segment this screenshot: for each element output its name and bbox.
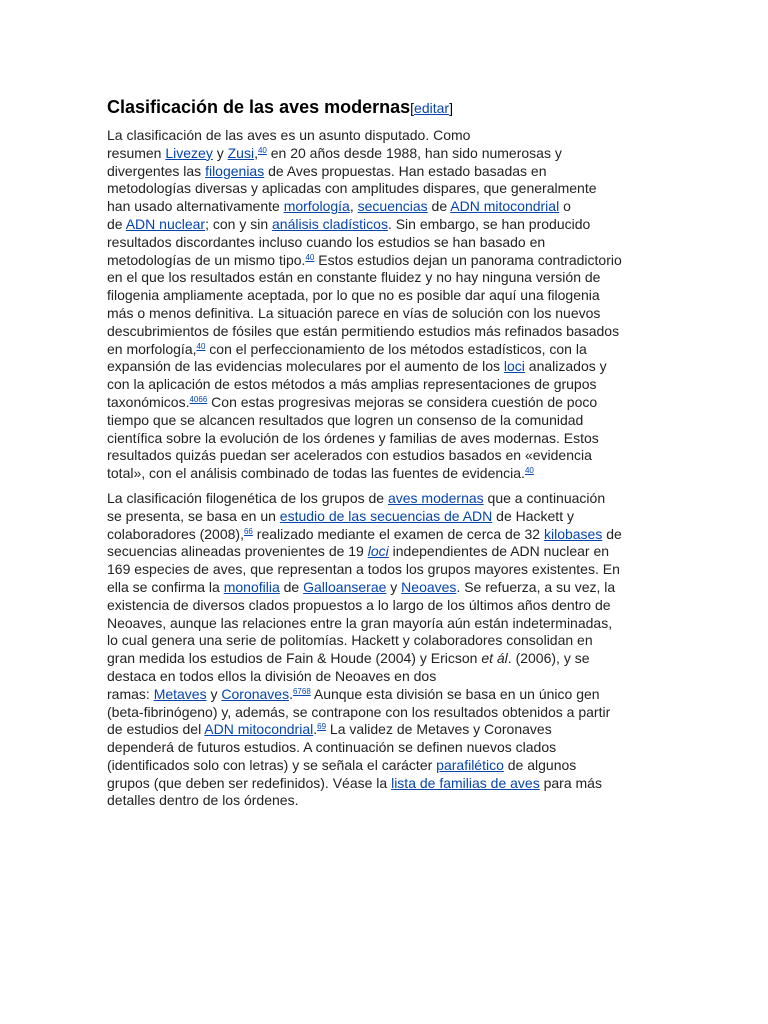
article-section [107, 95, 663, 817]
edit-bracket-open: [ [410, 100, 415, 116]
text-line: han usado alternativamente morfología, secuencias de ADN mitocondrial o [107, 198, 571, 215]
text-line: (beta-fibrinógeno) y, además, se contrapone con los resultados obtenidos a partir [107, 703, 611, 720]
text-line: gran medida los estudios de Fain & Houde (2004) y Ericson et ál. (2006), y se [107, 650, 590, 667]
citation-superscript [189, 395, 207, 404]
link-filogenias[interactable]: filogenias [205, 162, 265, 179]
text-line: científica sobre la evolución de los órdenes y familias de aves modernas. Estos [107, 429, 599, 446]
reference-link[interactable]: 40 [196, 341, 206, 351]
link-adn-nuclear[interactable]: ADN nuclear [125, 215, 206, 232]
text-line: expansión de las evidencias moleculares por el aumento de los loci analizados y [107, 358, 607, 375]
text-line: Neoaves, aunque las relaciones entre la gran mayoría aún están indeterminadas, [107, 614, 613, 631]
section-heading [107, 95, 663, 120]
text-line: 169 especies de aves, que representan a todos los grupos mayores existentes. En [107, 561, 620, 578]
text-line: secuencias alineadas provenientes de 19 loci independientes de ADN nuclear en [107, 543, 610, 560]
text-line: total», con el análisis combinado de todas las fuentes de evidencia.$^{40}$ [107, 465, 534, 482]
text-line: resultados discordantes incluso cuando los estudios se han basado en [107, 233, 546, 250]
citation-superscript [293, 687, 311, 696]
link-parafiletico[interactable]: parafilético [436, 756, 504, 773]
link-monofilia[interactable]: monofilia [223, 578, 280, 595]
link-lista-de-familias-de-aves[interactable]: lista de familias de aves [391, 774, 540, 791]
text-line: tiempo que se alcancen resultados que logren un consenso de la comunidad [107, 411, 584, 428]
text-line: en morfología,$^{40}$ con el perfeccionamiento de los métodos estadísticos, con la [107, 340, 587, 357]
paragraph-phylogenetic-classification [107, 490, 663, 810]
citation-superscript [525, 466, 534, 475]
citation-superscript [258, 146, 267, 155]
text-line: dependerá de futuros estudios. A continuación se definen nuevos clados [107, 739, 557, 756]
text-line: La clasificación filogenética de los grupos de aves modernas que a continuación [107, 489, 606, 506]
text-line: colaboradores (2008),$^{66}$ realizado mediante el examen de cerca de 32 kilobases de [107, 525, 622, 542]
link-adn-mitocondrial[interactable]: ADN mitocondrial [204, 721, 314, 738]
paragraph-classification-overview [107, 127, 663, 483]
link-loci[interactable]: loci [503, 358, 525, 375]
link-analisis-cladisticos[interactable]: análisis cladísticos [272, 215, 388, 232]
text-line: descubrimientos de fósiles que están permitiendo estudios más refinados basados [107, 322, 620, 339]
reference-link[interactable]: 40 [305, 252, 315, 262]
link-zusi[interactable]: Zusi [227, 144, 255, 161]
text-line: divergentes las filogenias de Aves propuestas. Han estado basadas en [107, 162, 547, 179]
link-neoaves[interactable]: Neoaves [401, 578, 457, 595]
text-line: metodologías diversas y aplicadas con amplitudes dispares, que generalmente [107, 180, 597, 197]
citation-superscript [305, 253, 314, 262]
reference-link[interactable]: 4066 [189, 394, 208, 404]
text-line: ella se confirma la monofilia de Galloanserae y Neoaves. Se refuerza, a su vez, la [107, 578, 616, 595]
section-title: Clasificación de las aves modernas [107, 97, 411, 117]
edit-section-control [410, 100, 453, 116]
link-aves-modernas[interactable]: aves modernas [387, 489, 484, 506]
text-line: ramas: Metaves y Coronaves.$^{6768}$ Aunque esta división se basa en un único gen [107, 685, 600, 702]
edit-section-link[interactable]: editar [414, 100, 450, 116]
edit-bracket-close: ] [449, 100, 453, 116]
text-line: lo cual genera una serie de politomías. Hackett y colaboradores consolidan en [107, 632, 593, 649]
citation-superscript [197, 342, 206, 351]
text-line: La clasificación de las aves es un asunto disputado. Como [107, 127, 471, 143]
text-line: detalles dentro de los órdenes. [107, 792, 299, 809]
text-line: con la aplicación de estos métodos a más amplias representaciones de grupos [107, 376, 597, 393]
link-metaves[interactable]: Metaves [153, 685, 207, 702]
link-text: loci [367, 543, 389, 560]
text-line: de estudios del ADN mitocondrial.$^{69}$ La validez de Metaves y Coronaves [107, 721, 552, 738]
link-secuencias[interactable]: secuencias [357, 198, 428, 215]
citation-superscript [244, 527, 253, 536]
text-line: en el que los resultados están en constante fluidez y no hay ninguna versión de [107, 269, 601, 286]
text-line: de ADN nuclear; con y sin análisis cladísticos. Sin embargo, se han producido [107, 215, 591, 232]
text-line: filogenia ampliamente aceptada, por lo que no es posible dar aquí una filogenia [107, 287, 600, 304]
link-kilobases[interactable]: kilobases [543, 525, 603, 542]
text-line: más o menos definitiva. La situación parece en vías de solución con los nuevos [107, 304, 601, 321]
text-line: taxonómicos.$^{4066}$ Con estas progresivas mejoras se considera cuestión de poco [107, 393, 598, 410]
text-line: resultados quizás puedan ser acelerados con estudios basados en «evidencia [107, 447, 592, 464]
text-line: se presenta, se basa en un estudio de las secuencias de ADN de Hackett y [107, 507, 574, 524]
text-line: existencia de diversos clados propuestos a lo largo de los últimos años dentro de [107, 596, 611, 613]
italic-text: et ál [481, 650, 508, 667]
reference-link[interactable]: 6768 [292, 686, 311, 696]
reference-link[interactable]: 40 [257, 145, 267, 155]
citation-superscript [317, 722, 326, 731]
reference-link[interactable]: 66 [243, 526, 253, 536]
link-morfologia[interactable]: morfología [283, 198, 350, 215]
link-loci[interactable] [368, 543, 389, 559]
reference-link[interactable]: 69 [317, 722, 327, 732]
link-estudio-de-las-secuencias-de-adn[interactable]: estudio de las secuencias de ADN [279, 507, 493, 524]
text-line: resumen Livezey y Zusi,$^{40}$ en 20 años desde 1988, han sido numerosas y [107, 144, 562, 161]
reference-link[interactable]: 40 [524, 466, 534, 476]
link-livezey[interactable]: Livezey [165, 144, 213, 161]
text-line: destaca en todos ellos la división de Neoaves en dos [107, 667, 437, 684]
link-adn-mitocondrial[interactable]: ADN mitocondrial [450, 198, 560, 215]
text-line: (identificados solo con letras) y se señala el carácter parafilético de algunos [107, 756, 577, 773]
text-line: grupos (que deben ser redefinidos). Véase la lista de familias de aves para más [107, 774, 602, 791]
text-line: metodologías de un mismo tipo.$^{40}$ Estos estudios dejan un panorama contradictorio [107, 251, 622, 268]
link-coronaves[interactable]: Coronaves [221, 685, 290, 702]
link-galloanserae[interactable]: Galloanserae [303, 578, 387, 595]
